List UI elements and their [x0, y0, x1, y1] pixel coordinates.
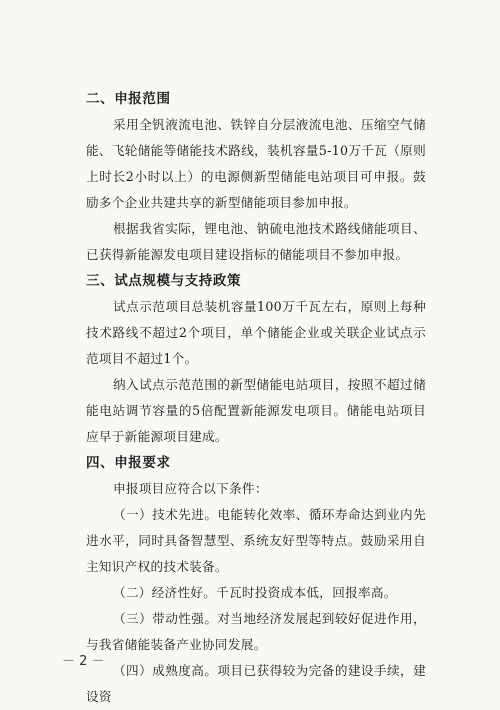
document-body — [86, 86, 426, 710]
paragraph-requirement-2: （二）经济性好。千瓦时投资成本低，回报率高。 — [113, 585, 397, 600]
page-number: － 2 － — [62, 654, 105, 669]
paragraph-pilot-2: 纳入试点示范范围的新型储能电站项目，按照不超过储能电站调节容量的5倍配置新能源发电项目。储能电站项目应早于新能源项目建成。 — [86, 377, 426, 444]
paragraph-requirement-4: （四）成熟度高。项目已获得较为完备的建设手续，建设资 — [86, 663, 426, 704]
paragraph-pilot-1: 试点示范项目总装机容量100万千瓦左右，原则上每种技术路线不超过2个项目，单个储能企业或关联企业试点示范项目不超过1个。 — [86, 299, 426, 366]
paragraph-requirement-3: （三）带动性强。对当地经济发展起到较好促进作用，与我省储能装备产业协同发展。 — [86, 611, 426, 652]
paragraph-scope-1: 采用全钒液流电池、铁锌自分层液流电池、压缩空气储能、飞轮储能等储能技术路线，装机容量5-10万千瓦（原则上时长2小时以上）的电源侧新型储能电站项目可申报。鼓励多个企业共建共享的新型储能项目参加申报。 — [86, 117, 426, 210]
paragraph-requirement-1: （一）技术先进。电能转化效率、循环寿命达到业内先进水平，同时具备智慧型、系统友好型等特点。鼓励采用自主知识产权的技术装备。 — [86, 507, 426, 574]
paragraph-requirements-intro: 申报项目应符合以下条件： — [113, 481, 268, 496]
section-heading-requirements: 四、申报要求 — [86, 455, 171, 471]
paragraph-scope-2: 根据我省实际，锂电池、钠硫电池技术路线储能项目、已获得新能源发电项目建设指标的储能项目不参加申报。 — [86, 221, 426, 262]
section-heading-scope: 二、申报范围 — [86, 91, 171, 107]
section-heading-pilot-scale: 三、试点规模与支持政策 — [86, 273, 242, 289]
